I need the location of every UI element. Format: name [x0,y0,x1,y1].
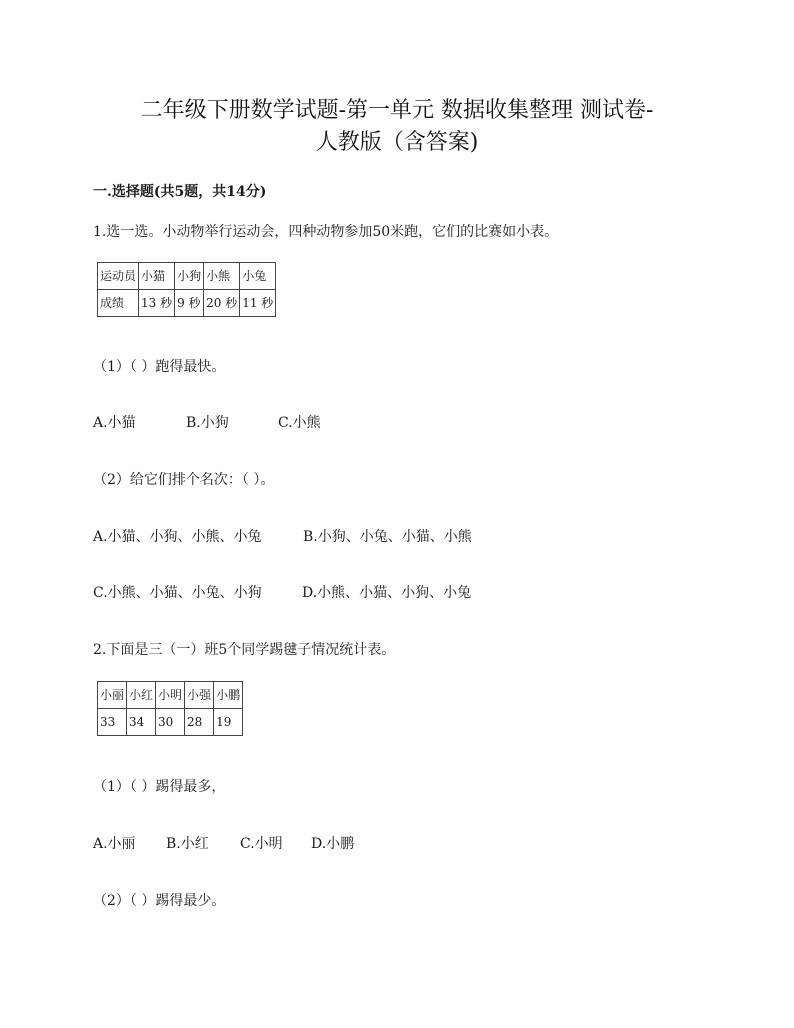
table-cell: 11 秒 [240,290,276,317]
question-2-sub-1-option-d[interactable]: D.小鹏 [311,836,355,852]
question-1-sub-2-option-c[interactable]: C.小熊、小猫、小兔、小狗 [93,585,262,601]
table-cell: 9 秒 [175,290,204,317]
question-2-sub-1-option-b[interactable]: B.小红 [166,836,209,852]
question-1-sub-2-option-d[interactable]: D.小熊、小猫、小狗、小兔 [302,585,472,601]
question-1-sub-1-stem: （1）（ ）跑得最快。 [93,359,226,375]
section-heading: 一.选择题(共5题，共14分) [93,184,267,200]
table-cell: 13 秒 [139,290,175,317]
question-2-sub-1-option-a[interactable]: A.小丽 [93,836,136,852]
question-2-table [97,681,243,736]
table-row [98,290,276,317]
question-2-stem: 2.下面是三（一）班5个同学踢毽子情况统计表。 [93,642,396,658]
question-1-table [97,262,276,317]
table-cell: 20 秒 [204,290,240,317]
question-1-sub-1-option-b[interactable]: B.小狗 [186,415,229,431]
question-1-sub-1-option-a[interactable]: A.小猫 [93,415,136,431]
table-header-cell: 小强 [185,682,214,709]
table-header-cell: 小鹏 [214,682,243,709]
table-header-cell: 小兔 [240,263,276,290]
table-header-cell: 小狗 [175,263,204,290]
table-row [98,682,243,709]
question-1-stem: 1.选一选。小动物举行运动会，四种动物参加50米跑，它们的比赛如小表。 [93,224,559,240]
question-1-sub-2-option-b[interactable]: B.小狗、小兔、小猫、小熊 [303,529,472,545]
question-1-sub-1-option-c[interactable]: C.小熊 [278,415,321,431]
table-header-cell: 小丽 [98,682,127,709]
table-cell: 28 [185,709,214,736]
table-cell: 33 [98,709,127,736]
table-header-cell: 运动员 [98,263,139,290]
table-cell: 34 [127,709,156,736]
table-header-cell: 小猫 [139,263,175,290]
table-cell: 19 [214,709,243,736]
table-cell: 30 [156,709,185,736]
document-title-line-1: 二年级下册数学试题-第一单元 数据收集整理 测试卷- [140,98,654,123]
table-header-cell: 小红 [127,682,156,709]
document-title-line-2: 人教版（含答案) [315,130,479,155]
question-2-sub-1-option-c[interactable]: C.小明 [240,836,283,852]
table-cell: 成绩 [98,290,139,317]
question-2-sub-1-stem: （1）（ ）踢得最多， [93,779,226,795]
table-row [98,709,243,736]
table-header-cell: 小熊 [204,263,240,290]
question-2-sub-2-stem: （2）（ ）踢得最少。 [93,893,226,909]
question-1-sub-2-stem: （2）给它们排个名次：（ ）。 [93,472,275,488]
table-row [98,263,276,290]
question-1-sub-2-option-a[interactable]: A.小猫、小狗、小熊、小兔 [93,529,262,545]
table-header-cell: 小明 [156,682,185,709]
